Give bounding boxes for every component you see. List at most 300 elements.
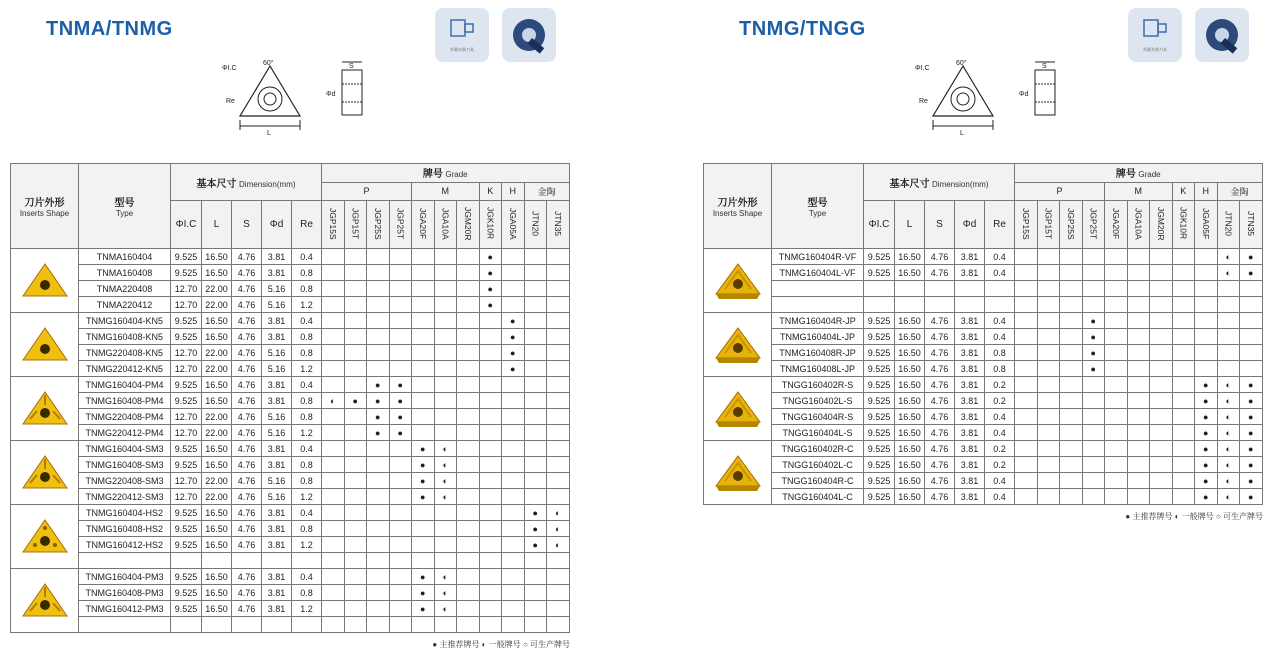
table-row xyxy=(704,361,1263,377)
grade-mark-cell xyxy=(502,537,525,553)
grade-mark-cell xyxy=(479,505,502,521)
type-cell: TNGG160402L-C xyxy=(772,457,864,473)
grade-mark-cell: ● xyxy=(389,409,412,425)
grade-mark-cell: ● xyxy=(389,425,412,441)
grade-mark-cell xyxy=(1105,425,1128,441)
grade-mark-cell: ◐ xyxy=(1217,489,1240,505)
grade-mark-cell xyxy=(1127,425,1150,441)
grade-mark-cell: ● xyxy=(367,393,390,409)
grade-mark-cell xyxy=(1105,457,1128,473)
grade-mark-cell xyxy=(1105,329,1128,345)
left-header-dimension: 基本尺寸 Dimension(mm) xyxy=(171,164,322,201)
table-row xyxy=(704,441,1263,457)
left-icon-caption: 外圆车削刀具 xyxy=(450,47,474,52)
grade-mark-cell xyxy=(367,585,390,601)
grade-mark-cell xyxy=(389,441,412,457)
d-cell: 3.81 xyxy=(955,265,985,281)
grade-mark-cell: ● xyxy=(502,329,525,345)
table-row xyxy=(11,585,570,601)
grade-mark-cell xyxy=(434,377,457,393)
ic-cell: 9.525 xyxy=(864,249,895,265)
grade-mark-cell xyxy=(479,377,502,393)
grade-mark-cell xyxy=(1150,361,1173,377)
grade-mark-cell xyxy=(1240,345,1263,361)
grade-mark-cell xyxy=(322,345,345,361)
grade-mark-cell xyxy=(1127,489,1150,505)
grade-mark-cell xyxy=(389,505,412,521)
grade-mark-cell xyxy=(524,569,547,585)
s-cell: 4.76 xyxy=(925,361,955,377)
grade-mark-cell xyxy=(412,281,435,297)
ic-cell: 9.525 xyxy=(171,521,202,537)
grade-mark-cell xyxy=(457,537,480,553)
l-cell: 22.00 xyxy=(202,297,232,313)
grade-mark-cell xyxy=(1082,489,1105,505)
grade-mark-cell xyxy=(1037,377,1060,393)
grade-mark-cell xyxy=(322,521,345,537)
table-row xyxy=(11,297,570,313)
grade-mark-cell xyxy=(1127,473,1150,489)
grade-mark-cell xyxy=(322,361,345,377)
grade-mark-cell xyxy=(1150,393,1173,409)
re-cell xyxy=(292,553,322,569)
ic-cell: 12.70 xyxy=(171,297,202,313)
grade-mark-cell xyxy=(1105,409,1128,425)
grade-mark-cell xyxy=(479,425,502,441)
grade-mark-cell xyxy=(367,505,390,521)
grade-mark-cell: ◐ xyxy=(1217,377,1240,393)
grade-mark-cell xyxy=(502,377,525,393)
s-cell: 4.76 xyxy=(925,393,955,409)
right-diag-d: Φd xyxy=(1019,91,1029,98)
d-cell: 3.81 xyxy=(262,537,292,553)
grade-mark-cell xyxy=(1015,297,1038,313)
grade-mark-cell: ● xyxy=(479,297,502,313)
grade-mark-cell xyxy=(367,297,390,313)
l-cell: 16.50 xyxy=(202,249,232,265)
grade-mark-cell xyxy=(479,521,502,537)
type-cell xyxy=(772,297,864,313)
grade-mark-cell xyxy=(1060,345,1083,361)
type-cell: TNMG160404R-VF xyxy=(772,249,864,265)
grade-mark-cell xyxy=(479,329,502,345)
s-cell xyxy=(232,617,262,633)
right-grade-col-header: JGP15T xyxy=(1037,201,1060,249)
grade-mark-cell: ◐ xyxy=(1217,473,1240,489)
grade-mark-cell: ◐ xyxy=(1217,265,1240,281)
re-cell: 0.4 xyxy=(985,265,1015,281)
grade-mark-cell xyxy=(434,361,457,377)
grade-mark-cell xyxy=(524,329,547,345)
d-cell: 3.81 xyxy=(262,601,292,617)
grade-mark-cell xyxy=(412,377,435,393)
re-cell: 1.2 xyxy=(292,361,322,377)
grade-mark-cell xyxy=(1150,345,1173,361)
right-dim-col-header: S xyxy=(925,201,955,249)
grade-mark-cell: ● xyxy=(412,585,435,601)
grade-mark-cell: ● xyxy=(1195,425,1218,441)
table-row xyxy=(11,617,570,633)
ic-cell: 9.525 xyxy=(171,393,202,409)
ic-cell: 12.70 xyxy=(171,361,202,377)
re-cell xyxy=(292,617,322,633)
grade-mark-cell xyxy=(1127,265,1150,281)
grade-mark-cell xyxy=(389,361,412,377)
grade-mark-cell xyxy=(1082,393,1105,409)
grade-mark-cell: ◐ xyxy=(1217,409,1240,425)
grade-mark-cell: ◐ xyxy=(434,585,457,601)
grade-mark-cell xyxy=(1082,425,1105,441)
grade-mark-cell xyxy=(479,457,502,473)
l-cell: 16.50 xyxy=(202,521,232,537)
grade-mark-cell: ● xyxy=(1195,377,1218,393)
right-grade-group: 金陶 xyxy=(1217,182,1262,201)
right-grade-col-header: JGP25S xyxy=(1060,201,1083,249)
left-grade-col-header: JGP25S xyxy=(367,201,390,249)
grade-mark-cell xyxy=(457,569,480,585)
grade-mark-cell xyxy=(1172,361,1195,377)
d-cell xyxy=(955,297,985,313)
right-grade-legend: ● 主推荐牌号 ◐ 一般牌号 ○ 可生产牌号 xyxy=(1125,512,1263,521)
grade-mark-cell: ● xyxy=(1195,441,1218,457)
grade-mark-cell xyxy=(524,617,547,633)
grade-mark-cell xyxy=(1060,249,1083,265)
ic-cell: 9.525 xyxy=(864,313,895,329)
grade-mark-cell xyxy=(412,249,435,265)
grade-mark-cell xyxy=(1037,265,1060,281)
re-cell: 1.2 xyxy=(292,297,322,313)
left-grade-col-header: JGP25T xyxy=(389,201,412,249)
grade-mark-cell xyxy=(1172,425,1195,441)
left-grade-col-header: JTN35 xyxy=(547,201,570,249)
left-grade-col-header: JGP15S xyxy=(322,201,345,249)
grade-mark-cell: ◐ xyxy=(434,473,457,489)
l-cell: 16.50 xyxy=(202,393,232,409)
grade-mark-cell xyxy=(1217,329,1240,345)
re-cell: 1.2 xyxy=(292,537,322,553)
table-row xyxy=(11,377,570,393)
grade-mark-cell xyxy=(1240,297,1263,313)
grade-mark-cell xyxy=(389,249,412,265)
ic-cell: 9.525 xyxy=(171,265,202,281)
grade-mark-cell xyxy=(389,297,412,313)
grade-mark-cell xyxy=(389,601,412,617)
grade-mark-cell xyxy=(1172,249,1195,265)
l-cell: 22.00 xyxy=(202,281,232,297)
left-spec-table xyxy=(10,163,570,633)
grade-mark-cell xyxy=(1105,297,1128,313)
table-row xyxy=(704,249,1263,265)
type-cell xyxy=(79,617,171,633)
grade-mark-cell xyxy=(344,441,367,457)
type-cell: TNMG160408-PM4 xyxy=(79,393,171,409)
left-grade-group: 金陶 xyxy=(524,182,569,201)
grade-mark-cell xyxy=(457,377,480,393)
right-turning-icon xyxy=(1195,8,1249,62)
re-cell: 0.8 xyxy=(292,409,322,425)
left-geometry-diagram xyxy=(220,58,380,143)
re-cell: 0.4 xyxy=(985,249,1015,265)
ic-cell: 12.70 xyxy=(171,345,202,361)
grade-mark-cell xyxy=(1150,281,1173,297)
grade-mark-cell xyxy=(1037,297,1060,313)
d-cell: 3.81 xyxy=(955,489,985,505)
table-row xyxy=(11,601,570,617)
l-cell: 16.50 xyxy=(895,393,925,409)
grade-mark-cell xyxy=(457,281,480,297)
right-grade-group: M xyxy=(1105,182,1173,201)
table-row xyxy=(704,377,1263,393)
d-cell: 3.81 xyxy=(262,377,292,393)
grade-mark-cell: ● xyxy=(367,377,390,393)
grade-mark-cell xyxy=(547,489,570,505)
right-diag-ic: ΦI.C xyxy=(915,65,930,72)
grade-mark-cell xyxy=(479,313,502,329)
grade-mark-cell xyxy=(1127,457,1150,473)
s-cell xyxy=(925,297,955,313)
table-row xyxy=(704,473,1263,489)
grade-mark-cell xyxy=(389,281,412,297)
grade-mark-cell xyxy=(502,553,525,569)
left-grade-col-header: JGA05A xyxy=(502,201,525,249)
ic-cell: 12.70 xyxy=(171,281,202,297)
grade-mark-cell: ● xyxy=(412,441,435,457)
ic-cell xyxy=(864,281,895,297)
grade-mark-cell xyxy=(322,585,345,601)
left-holder-icon xyxy=(435,8,489,62)
grade-mark-cell xyxy=(457,441,480,457)
grade-mark-cell xyxy=(1015,361,1038,377)
grade-mark-cell xyxy=(502,521,525,537)
right-dim-col-header: Φd xyxy=(955,201,985,249)
l-cell: 16.50 xyxy=(895,249,925,265)
grade-mark-cell: ● xyxy=(1240,393,1263,409)
grade-mark-cell xyxy=(502,425,525,441)
re-cell: 0.2 xyxy=(985,457,1015,473)
grade-mark-cell xyxy=(367,329,390,345)
ic-cell: 9.525 xyxy=(864,489,895,505)
grade-mark-cell xyxy=(389,345,412,361)
re-cell: 0.4 xyxy=(985,489,1015,505)
s-cell: 4.76 xyxy=(232,569,262,585)
grade-mark-cell xyxy=(322,569,345,585)
grade-mark-cell xyxy=(1082,457,1105,473)
grade-mark-cell xyxy=(1127,441,1150,457)
s-cell: 4.76 xyxy=(232,265,262,281)
d-cell: 3.81 xyxy=(955,345,985,361)
grade-mark-cell xyxy=(457,345,480,361)
grade-mark-cell xyxy=(322,425,345,441)
grade-mark-cell: ● xyxy=(412,569,435,585)
grade-mark-cell xyxy=(434,537,457,553)
grade-mark-cell xyxy=(1195,265,1218,281)
right-grade-col-header: JGA05F xyxy=(1195,201,1218,249)
left-diag-angle: 60° xyxy=(263,60,274,67)
grade-mark-cell xyxy=(547,297,570,313)
re-cell: 0.8 xyxy=(292,473,322,489)
grade-mark-cell: ◐ xyxy=(322,393,345,409)
s-cell xyxy=(232,553,262,569)
table-row xyxy=(11,441,570,457)
type-cell: TNMA160404 xyxy=(79,249,171,265)
grade-mark-cell xyxy=(389,553,412,569)
grade-mark-cell xyxy=(1217,297,1240,313)
l-cell: 16.50 xyxy=(895,473,925,489)
d-cell: 3.81 xyxy=(262,521,292,537)
grade-mark-cell: ● xyxy=(1240,249,1263,265)
table-row xyxy=(704,329,1263,345)
grade-mark-cell xyxy=(457,265,480,281)
re-cell: 0.4 xyxy=(292,249,322,265)
grade-mark-cell xyxy=(322,377,345,393)
s-cell: 4.76 xyxy=(925,377,955,393)
right-dim-col-header: L xyxy=(895,201,925,249)
l-cell: 16.50 xyxy=(895,345,925,361)
right-geometry-diagram xyxy=(913,58,1073,143)
re-cell: 0.4 xyxy=(292,505,322,521)
table-row xyxy=(11,409,570,425)
type-cell: TNMG160408-PM3 xyxy=(79,585,171,601)
grade-mark-cell xyxy=(367,537,390,553)
d-cell: 5.16 xyxy=(262,345,292,361)
table-row xyxy=(11,425,570,441)
grade-mark-cell: ● xyxy=(1195,409,1218,425)
d-cell: 3.81 xyxy=(262,329,292,345)
s-cell: 4.76 xyxy=(232,409,262,425)
l-cell xyxy=(895,297,925,313)
right-grade-col-header: JGP25T xyxy=(1082,201,1105,249)
re-cell: 0.4 xyxy=(985,425,1015,441)
ic-cell xyxy=(171,553,202,569)
table-row xyxy=(11,569,570,585)
grade-mark-cell xyxy=(1172,377,1195,393)
grade-mark-cell xyxy=(1060,425,1083,441)
grade-mark-cell xyxy=(457,297,480,313)
grade-mark-cell xyxy=(1082,249,1105,265)
grade-mark-cell: ◐ xyxy=(434,489,457,505)
l-cell: 22.00 xyxy=(202,361,232,377)
type-cell: TNMA220412 xyxy=(79,297,171,313)
type-cell: TNMG160404L-VF xyxy=(772,265,864,281)
left-diag-d: Φd xyxy=(326,91,336,98)
grade-mark-cell xyxy=(344,345,367,361)
grade-mark-cell xyxy=(389,521,412,537)
grade-mark-cell xyxy=(434,297,457,313)
grade-mark-cell xyxy=(502,569,525,585)
grade-mark-cell xyxy=(344,585,367,601)
type-cell: TNMG160408L-JP xyxy=(772,361,864,377)
right-grade-col-header: JGK10R xyxy=(1172,201,1195,249)
l-cell: 16.50 xyxy=(895,489,925,505)
grade-mark-cell xyxy=(479,537,502,553)
table-row xyxy=(11,313,570,329)
l-cell: 16.50 xyxy=(202,537,232,553)
grade-mark-cell xyxy=(457,409,480,425)
grade-mark-cell xyxy=(547,617,570,633)
left-grade-group: P xyxy=(322,182,412,201)
type-cell: TNMA160408 xyxy=(79,265,171,281)
grade-mark-cell: ● xyxy=(412,489,435,505)
grade-mark-cell xyxy=(322,265,345,281)
grade-mark-cell xyxy=(1150,329,1173,345)
d-cell: 5.16 xyxy=(262,409,292,425)
grade-mark-cell xyxy=(1015,329,1038,345)
grade-mark-cell xyxy=(547,345,570,361)
grade-mark-cell xyxy=(502,473,525,489)
table-row xyxy=(11,361,570,377)
re-cell: 0.8 xyxy=(292,457,322,473)
l-cell: 16.50 xyxy=(895,425,925,441)
grade-mark-cell xyxy=(479,585,502,601)
type-cell: TNGG160402R-S xyxy=(772,377,864,393)
table-row xyxy=(11,265,570,281)
grade-mark-cell xyxy=(434,281,457,297)
grade-mark-cell xyxy=(434,521,457,537)
grade-mark-cell xyxy=(547,441,570,457)
grade-mark-cell xyxy=(1105,393,1128,409)
grade-mark-cell xyxy=(434,409,457,425)
grade-mark-cell xyxy=(524,473,547,489)
grade-mark-cell xyxy=(1060,441,1083,457)
d-cell: 3.81 xyxy=(262,249,292,265)
type-cell: TNMG160404L-JP xyxy=(772,329,864,345)
grade-mark-cell xyxy=(1172,281,1195,297)
d-cell: 3.81 xyxy=(262,393,292,409)
type-cell: TNMG160404R-JP xyxy=(772,313,864,329)
grade-mark-cell xyxy=(344,281,367,297)
ic-cell: 9.525 xyxy=(864,409,895,425)
re-cell: 1.2 xyxy=(292,601,322,617)
grade-mark-cell xyxy=(1060,329,1083,345)
l-cell: 16.50 xyxy=(895,409,925,425)
grade-mark-cell xyxy=(502,265,525,281)
d-cell: 3.81 xyxy=(262,313,292,329)
type-cell: TNGG160402R-C xyxy=(772,441,864,457)
grade-mark-cell xyxy=(1037,473,1060,489)
grade-mark-cell xyxy=(524,553,547,569)
s-cell: 4.76 xyxy=(232,585,262,601)
d-cell: 3.81 xyxy=(955,329,985,345)
grade-mark-cell xyxy=(457,505,480,521)
grade-mark-cell: ● xyxy=(1240,489,1263,505)
grade-mark-cell xyxy=(1195,345,1218,361)
grade-mark-cell: ● xyxy=(1082,329,1105,345)
grade-mark-cell xyxy=(367,441,390,457)
grade-mark-cell xyxy=(1037,441,1060,457)
re-cell: 0.4 xyxy=(985,409,1015,425)
d-cell: 3.81 xyxy=(955,473,985,489)
right-grade-col-header: JGA10A xyxy=(1127,201,1150,249)
type-cell: TNMG160412-PM3 xyxy=(79,601,171,617)
s-cell: 4.76 xyxy=(925,409,955,425)
left-grade-col-header: JTN20 xyxy=(524,201,547,249)
right-dim-col-header: ΦI.C xyxy=(864,201,895,249)
grade-mark-cell xyxy=(434,553,457,569)
grade-mark-cell: ● xyxy=(367,409,390,425)
re-cell: 1.2 xyxy=(292,489,322,505)
grade-mark-cell xyxy=(434,425,457,441)
l-cell: 22.00 xyxy=(202,409,232,425)
re-cell: 0.2 xyxy=(985,393,1015,409)
grade-mark-cell xyxy=(412,537,435,553)
grade-mark-cell xyxy=(1195,361,1218,377)
grade-mark-cell xyxy=(457,553,480,569)
grade-mark-cell xyxy=(1060,297,1083,313)
type-cell: TNMG160404-PM3 xyxy=(79,569,171,585)
grade-mark-cell xyxy=(502,441,525,457)
grade-mark-cell xyxy=(1150,409,1173,425)
table-row xyxy=(704,457,1263,473)
